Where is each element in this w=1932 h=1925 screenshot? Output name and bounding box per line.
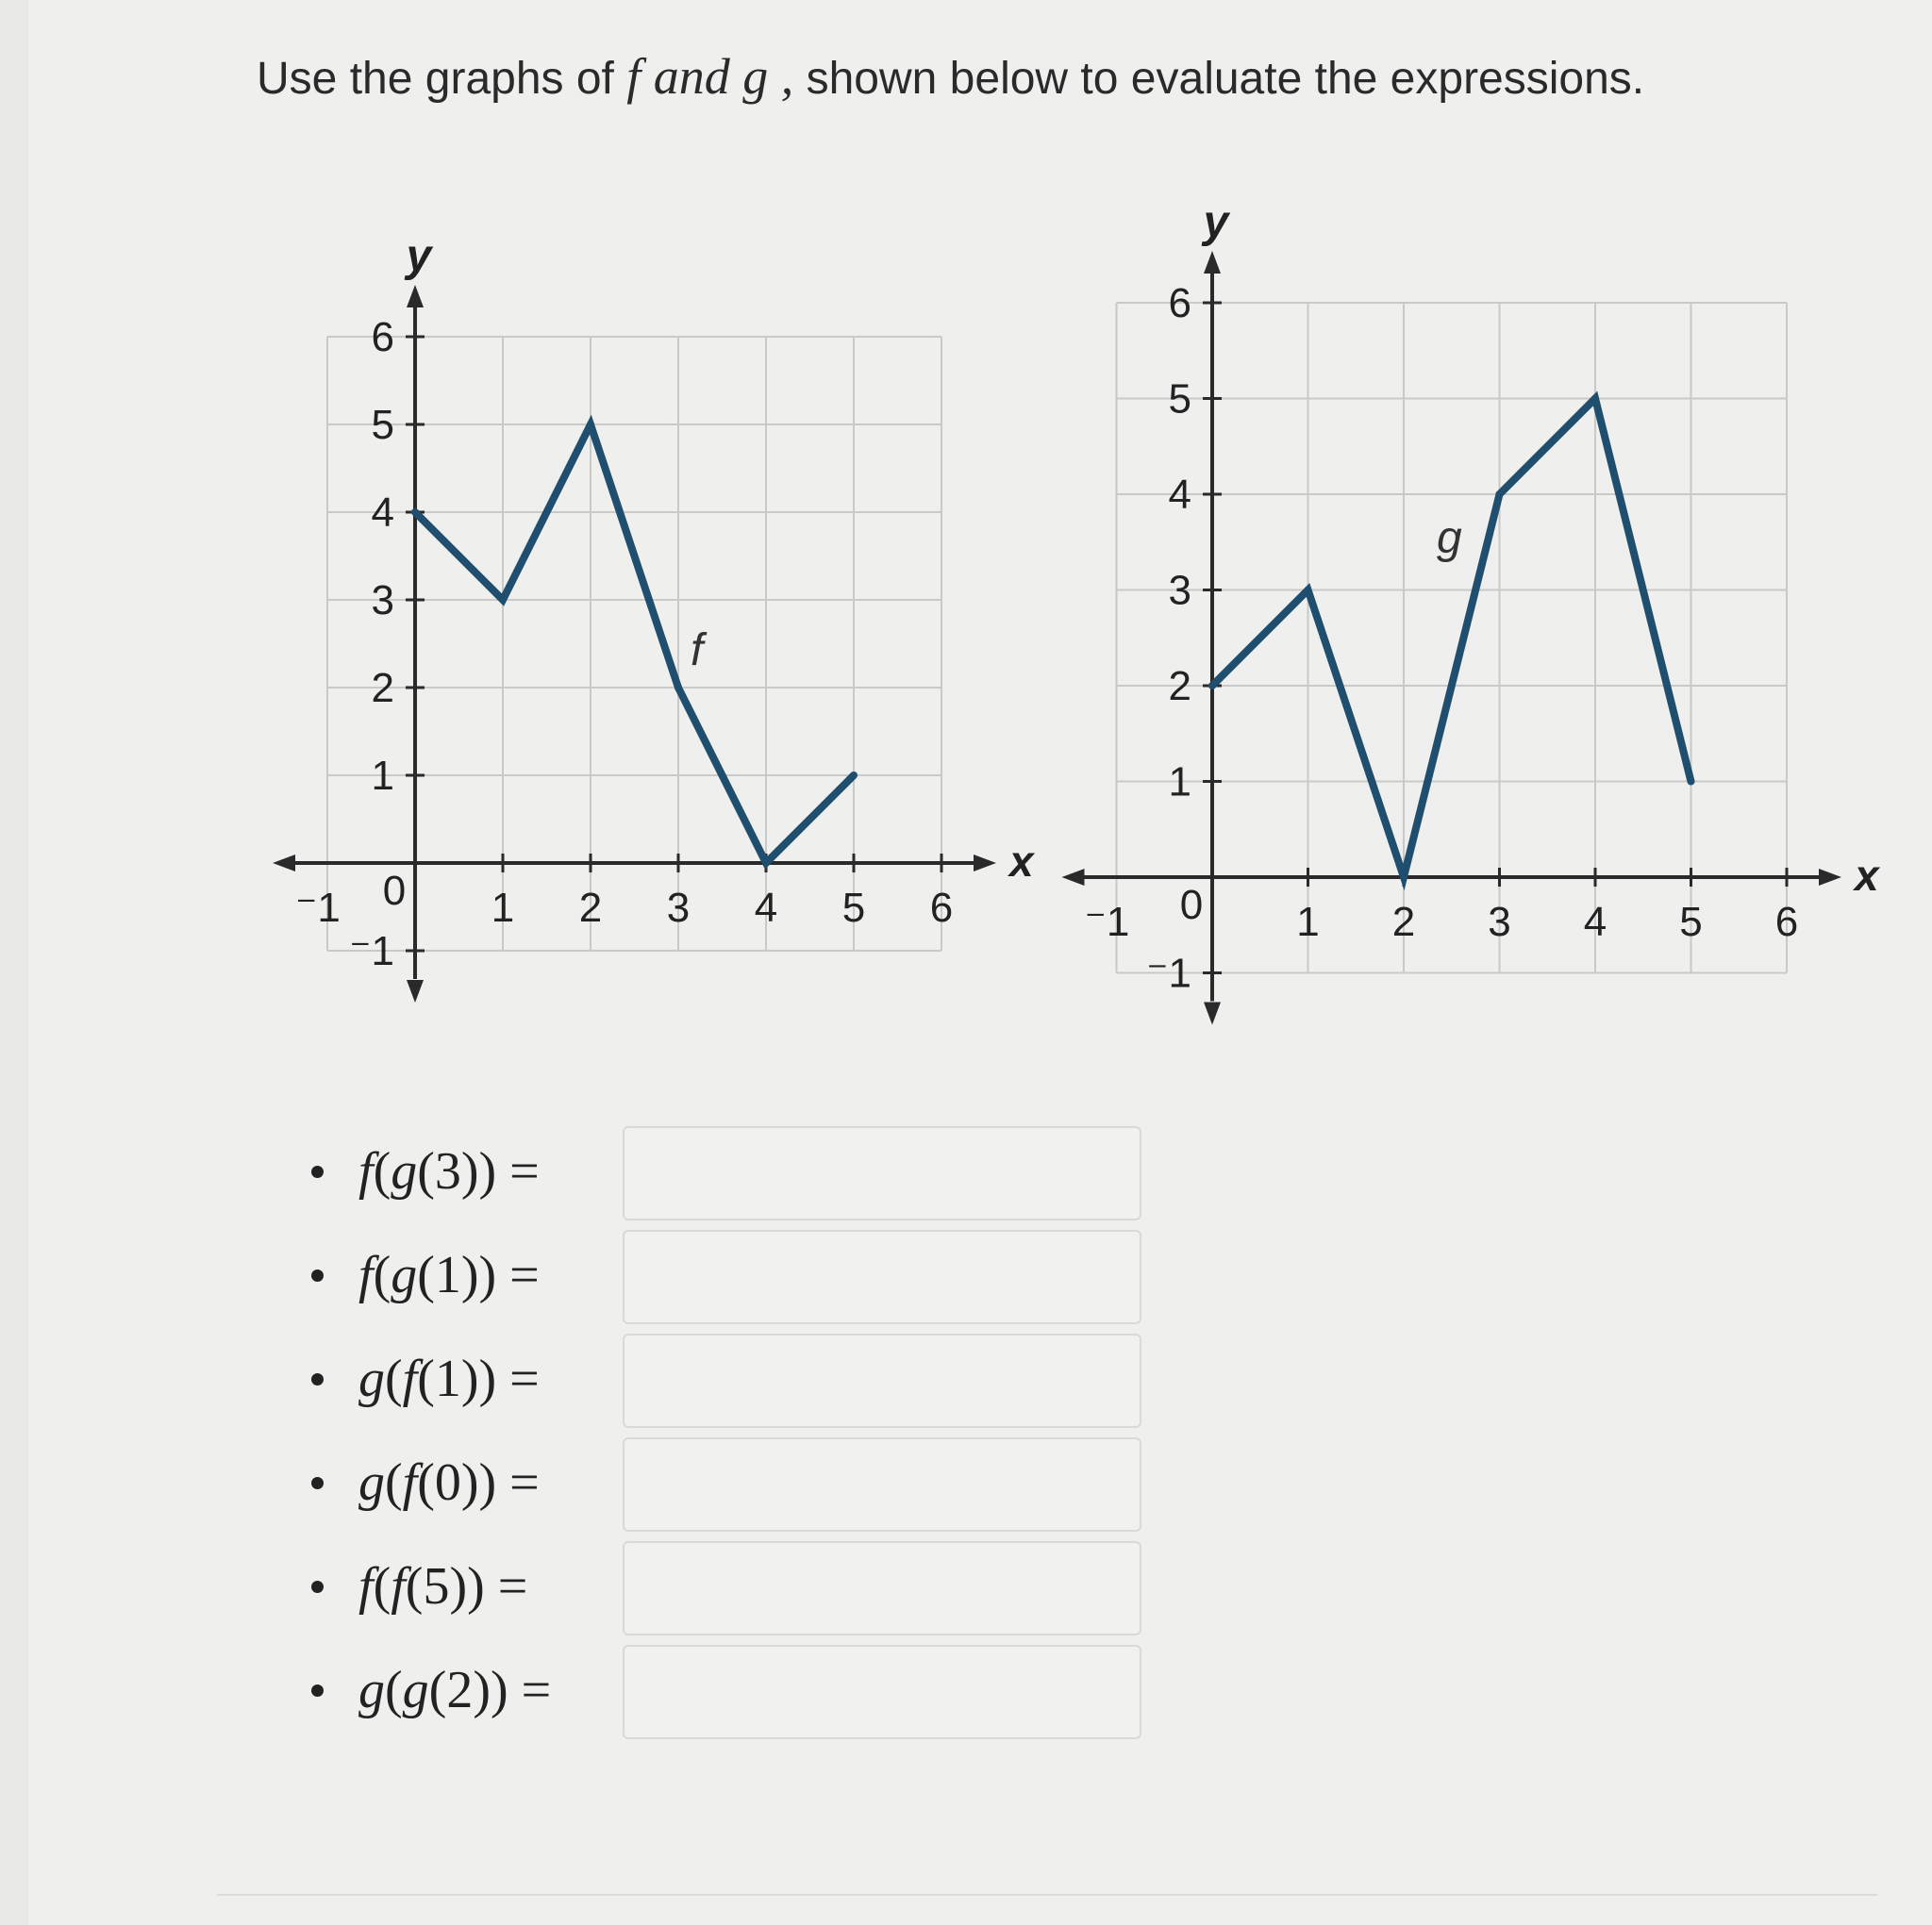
y-axis-arrow-icon xyxy=(407,285,424,307)
worksheet-page xyxy=(28,0,1932,1925)
prompt-text-end: shown below to evaluate the expressions. xyxy=(806,54,1645,104)
x-tick-label: 4 xyxy=(754,885,778,931)
answer-input[interactable] xyxy=(623,1334,1141,1428)
y-tick-label: 6 xyxy=(1168,280,1191,326)
data-point xyxy=(1305,587,1312,594)
data-point xyxy=(1400,873,1407,881)
bullet-icon xyxy=(311,1373,324,1386)
y-axis-label: y xyxy=(1203,197,1229,247)
x-axis-arrow-left-icon xyxy=(273,855,295,871)
bullet-icon xyxy=(311,1684,324,1697)
data-point xyxy=(850,772,858,779)
y-axis-arrow-down-icon xyxy=(407,980,424,1003)
y-axis-arrow-icon xyxy=(1204,251,1221,274)
data-point xyxy=(1688,778,1695,786)
x-tick-label: 2 xyxy=(578,885,603,931)
question-item xyxy=(311,1132,1160,1226)
x-tick-label: 0 xyxy=(1179,882,1204,928)
x-tick-label: 2 xyxy=(1391,899,1416,945)
y-tick-label: 5 xyxy=(1168,375,1191,423)
x-axis-arrow-icon xyxy=(1819,869,1841,886)
x-axis-label: x xyxy=(1009,837,1034,886)
y-tick-label: 2 xyxy=(1168,663,1191,709)
gridlines xyxy=(327,337,941,951)
bullet-icon xyxy=(311,1270,324,1282)
x-axis-label: x xyxy=(1855,851,1879,900)
gridlines xyxy=(1117,303,1788,973)
x-axis-arrow-icon xyxy=(974,855,996,871)
data-point xyxy=(1591,395,1599,403)
graph-f xyxy=(255,212,1047,1033)
answer-input[interactable] xyxy=(623,1437,1141,1532)
question-item xyxy=(311,1547,1160,1641)
question-expression: g(f(0)) = xyxy=(358,1453,540,1512)
x-tick-label: 0 xyxy=(382,868,407,914)
x-tick-label: 5 xyxy=(841,885,866,931)
x-tick-label: 1 xyxy=(1296,899,1320,945)
question-expression: f(f(5)) = xyxy=(358,1557,528,1616)
data-point xyxy=(587,421,594,428)
y-tick-label: 3 xyxy=(371,577,394,623)
x-axis-arrow-left-icon xyxy=(1062,869,1085,886)
question-item xyxy=(311,1339,1160,1434)
question-item xyxy=(311,1236,1160,1330)
y-axis-arrow-down-icon xyxy=(1204,1003,1221,1025)
question-expression: g(f(1)) = xyxy=(358,1350,540,1408)
answer-input[interactable] xyxy=(623,1541,1141,1635)
data-point xyxy=(675,684,682,691)
y-tick-label: ⁻1 xyxy=(1146,950,1191,997)
answer-input[interactable] xyxy=(623,1230,1141,1324)
data-point xyxy=(499,596,507,604)
series-label: f xyxy=(691,625,704,675)
series-line-g xyxy=(1212,399,1691,878)
x-tick-label: 1 xyxy=(491,885,515,931)
bullet-icon xyxy=(311,1477,324,1489)
data-point xyxy=(762,859,770,867)
bullet-icon xyxy=(311,1166,324,1178)
divider xyxy=(217,1894,1877,1896)
problem-prompt xyxy=(257,47,1644,106)
graph-f-svg xyxy=(255,212,1047,1033)
y-tick-label: 5 xyxy=(371,402,394,448)
y-tick-label: 6 xyxy=(371,314,394,360)
x-tick-label: 6 xyxy=(929,885,954,931)
series-line-f xyxy=(415,424,854,863)
x-tick-label: 3 xyxy=(666,885,691,931)
x-tick-label: 6 xyxy=(1774,899,1799,945)
answer-input[interactable] xyxy=(623,1645,1141,1739)
x-tick-label: 4 xyxy=(1583,899,1607,945)
data-point xyxy=(411,508,419,516)
y-tick-label: 4 xyxy=(371,490,394,536)
y-tick-label: 4 xyxy=(1168,472,1191,518)
question-expression: g(g(2)) = xyxy=(358,1661,552,1719)
graph-g xyxy=(1061,189,1910,1037)
bullet-icon xyxy=(311,1581,324,1593)
x-tick-label: 3 xyxy=(1488,899,1511,945)
y-tick-label: 2 xyxy=(371,665,394,711)
y-tick-label: ⁻1 xyxy=(349,928,394,974)
x-tick-label: ⁻1 xyxy=(1084,899,1130,945)
prompt-text-start: Use the graphs of xyxy=(257,54,614,104)
graph-g-svg xyxy=(1061,189,1910,1037)
y-tick-label: 3 xyxy=(1168,567,1191,614)
y-axis-label: y xyxy=(406,231,432,281)
y-tick-label: 1 xyxy=(1168,758,1191,805)
x-tick-label: ⁻1 xyxy=(295,885,341,931)
data-point xyxy=(1496,490,1504,498)
y-tick-label: 1 xyxy=(371,753,394,799)
question-expression: f(g(3)) = xyxy=(358,1142,540,1201)
series-label: g xyxy=(1437,513,1462,563)
data-point xyxy=(1208,682,1216,689)
question-expression: f(g(1)) = xyxy=(358,1246,540,1304)
question-item xyxy=(311,1651,1160,1745)
prompt-math: f and g , xyxy=(626,48,794,105)
x-tick-label: 5 xyxy=(1679,899,1703,945)
question-item xyxy=(311,1443,1160,1537)
answer-input[interactable] xyxy=(623,1126,1141,1220)
